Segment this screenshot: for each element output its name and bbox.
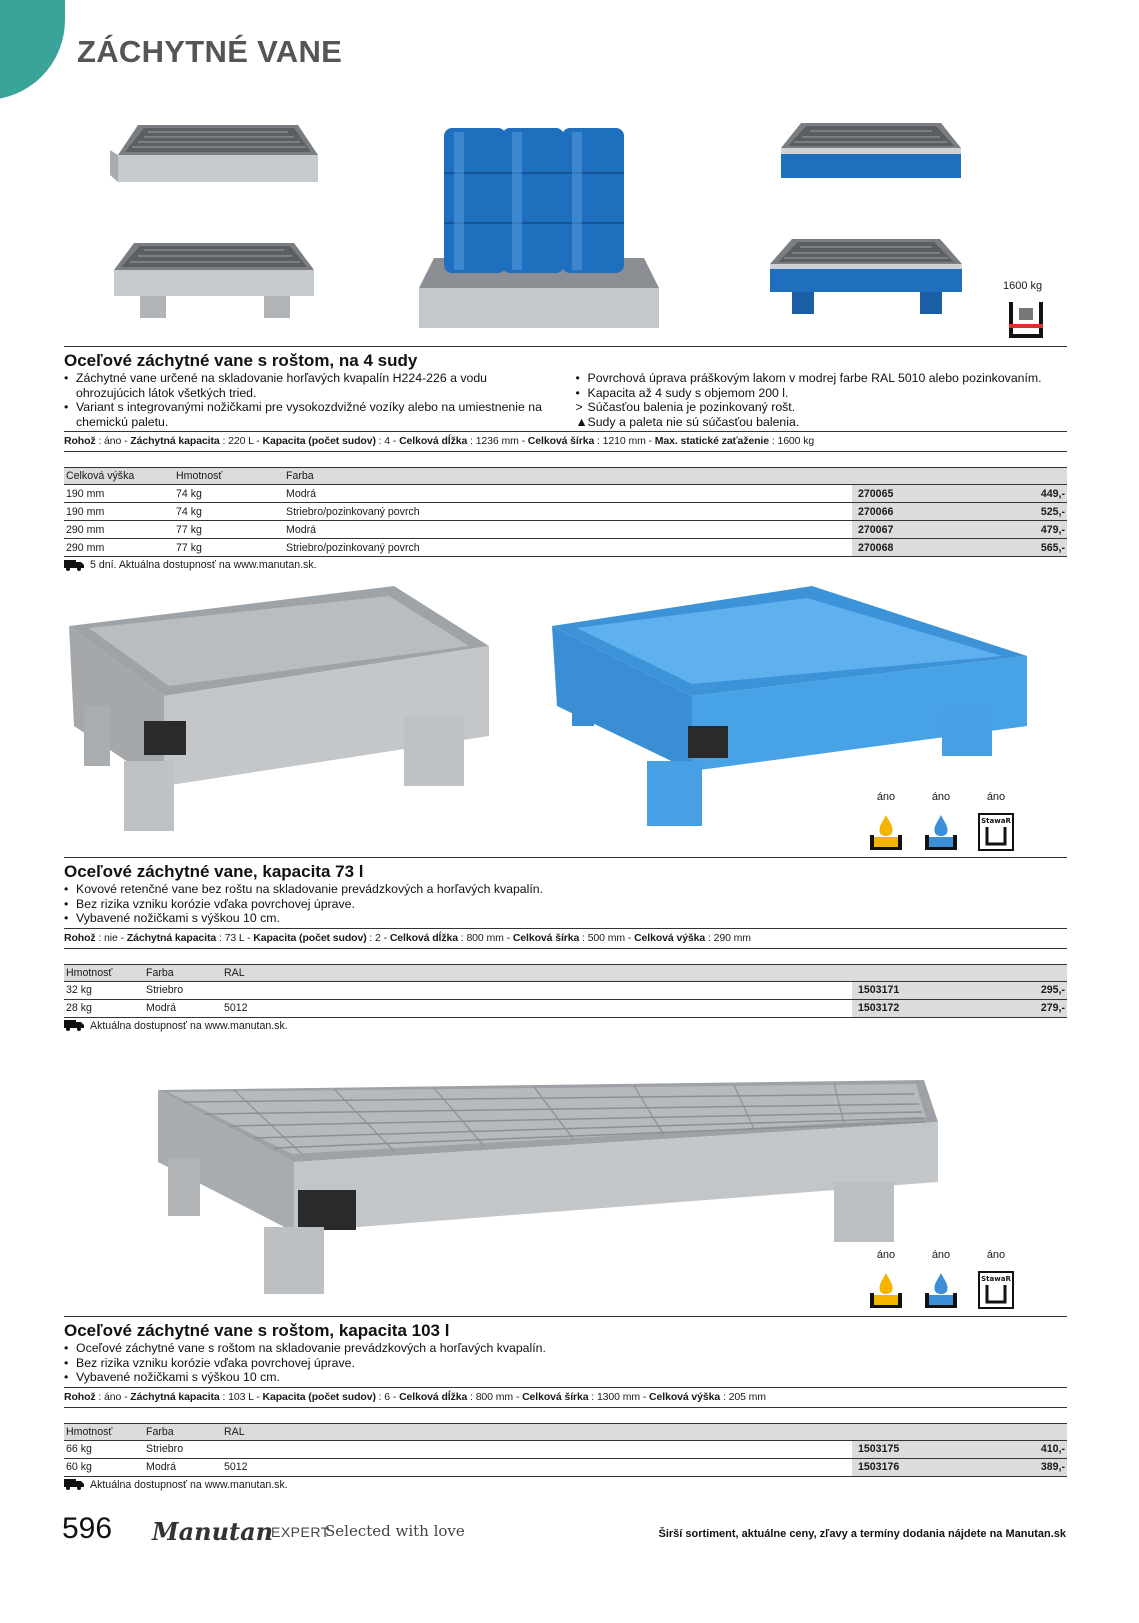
product-table [64,964,1067,1018]
product-price: 449,- [944,485,1067,503]
flammable-liquid-icon [868,1271,904,1309]
product-table [64,467,1067,557]
bullet: • Vybavené nožičkami s výškou 10 cm. [64,1370,280,1385]
tray-photo-103l-grating [154,1062,940,1296]
water-hazard-icon [923,813,959,851]
flammable-liquid-icon [868,813,904,851]
truck-icon [64,1020,84,1031]
tray-photo-blue-legs [764,234,968,324]
column-header: Celková výška [64,468,174,485]
brand-expert: EXPERT [271,1524,330,1540]
stawar-certification-icon [978,813,1014,851]
badge-water: áno [922,791,960,854]
column-header: Hmotnosť [64,964,144,981]
section-title: Oceľové záchytné vane s roštom, kapacita 103 l [64,1321,450,1340]
bullet: • Kapacita až 4 sudy s objemom 200 l. [575,385,789,400]
product-price: 279,- [944,999,1067,1017]
table-row: 32 kg Striebro 1503171 295,- [64,981,1067,999]
column-header: Hmotnosť [64,1423,144,1440]
badge-flammable: áno [867,1249,905,1312]
bullet: • Povrchová úprava práškovým lakom v modrej farbe RAL 5010 alebo pozinkovaním. [575,371,1042,385]
product-ref: 270067 [852,521,944,539]
product-ref: 1503175 [852,1440,944,1458]
table-row: 190 mm 74 kg Modrá 270065 449,- [64,485,1067,503]
section-title: Oceľové záchytné vane, kapacita 73 l [64,862,364,881]
footer-site-link[interactable]: Manutan.sk [1005,1528,1066,1540]
table-row: 190 mm 74 kg Striebro/pozinkovaný povrch 270066 525,- [64,503,1067,521]
product-price: 410,- [944,1440,1067,1458]
column-header: Hmotnosť [174,468,284,485]
spec-line: Rohož : áno - Záchytná kapacita : 220 L - Kapacita (počet sudov) : 4 - Celková dĺžka : 1236 mm - Celková šírka : 1210 mm - Max. statické zaťaženie : 1600 kg [64,431,1067,452]
tray-photo-73l-galvanized [64,586,504,836]
product-ref: 270068 [852,539,944,557]
page-number: 596 [62,1512,113,1545]
table-row: 60 kg Modrá 5012 1503176 389,- [64,1458,1067,1476]
bullet: • Bez rizika vzniku korózie vďaka povrchovej úprave. [64,896,355,911]
product-price: 479,- [944,521,1067,539]
page-title: ZÁCHYTNÉ VANE [77,34,343,69]
column-header: RAL [222,964,852,981]
column-header: RAL [222,1423,852,1440]
bullet: > Súčasťou balenia je pozinkovaný rošt. [575,400,796,415]
badge-water: áno [922,1249,960,1312]
truck-icon [64,560,84,571]
delivery-info: Aktuálna dostupnosť na www.manutan.sk. [64,1479,1067,1491]
section-bullets [64,882,1067,926]
section-103l [64,1316,1067,1491]
tray-photo-blue-low [776,118,966,190]
product-price: 525,- [944,503,1067,521]
brand-tagline: Selected with love [325,1522,465,1540]
bullet: • Variant s integrovanými nožičkami pre vysokozdvižné vozíky alebo na umiestnenie na chemickú paletu. [64,400,542,429]
footer-note: Širší sortiment, aktuálne ceny, zľavy a termíny dodania nájdete na Manutan.sk [658,1528,1066,1540]
spec-line: Rohož : áno - Záchytná kapacita : 103 L - Kapacita (počet sudov) : 6 - Celková dĺžka : 800 mm - Celková šírka : 1300 mm - Celková výška : 205 mm [64,1387,1067,1408]
product-price: 389,- [944,1458,1067,1476]
corner-tab [0,0,65,100]
bullet: • Bez rizika vzniku korózie vďaka povrchovej úprave. [64,1355,355,1370]
section-bullets [64,1341,1067,1385]
brand-logo: Manutan [152,1517,274,1546]
delivery-info: Aktuálna dostupnosť na www.manutan.sk. [64,1020,1067,1032]
tray-photo-with-drums [414,118,670,336]
section-bullets [64,371,1067,429]
section-73l [64,857,1067,1032]
table-row: 290 mm 77 kg Striebro/pozinkovaný povrch 270068 565,- [64,539,1067,557]
stawar-text: StawaR [981,1275,1011,1283]
spec-line: Rohož : nie - Záchytná kapacita : 73 L - Kapacita (počet sudov) : 2 - Celková dĺžka : 800 mm - Celková šírka : 500 mm - Celková výška : 290 mm [64,928,1067,949]
section-title: Oceľové záchytné vane s roštom, na 4 sudy [64,351,418,370]
water-hazard-icon [923,1271,959,1309]
product-price: 295,- [944,981,1067,999]
badge-block [867,791,1015,854]
product-ref: 270065 [852,485,944,503]
product-ref: 270066 [852,503,944,521]
truck-icon [64,1479,84,1490]
stawar-certification-icon [978,1271,1014,1309]
badge-block [867,1249,1015,1312]
badge-stawar: áno StawaR [977,1249,1015,1312]
product-price: 565,- [944,539,1067,557]
delivery-info: 5 dní. Aktuálna dostupnosť na www.manutan.sk. [64,559,1067,571]
bullet: • Kovové retenčné vane bez roštu na skladovanie prevádzkových a horľavých kvapalín. [64,882,544,896]
badge-stawar: áno StawaR [977,791,1015,854]
column-header: Farba [144,964,222,981]
stawar-text: StawaR [981,817,1011,825]
shelf-load-icon [1007,300,1045,340]
table-row: 290 mm 77 kg Modrá 270067 479,- [64,521,1067,539]
product-table [64,1423,1067,1477]
product-ref: 1503172 [852,999,944,1017]
badge-flammable: áno [867,791,905,854]
weight-label: 1600 kg [1003,280,1043,292]
table-row: 66 kg Striebro 1503175 410,- [64,1440,1067,1458]
tray-photo-galvanized-legs [104,238,324,328]
bullet: ▲ Sudy a paleta nie sú súčasťou balenia. [575,414,800,429]
product-ref: 1503171 [852,981,944,999]
column-header: Farba [284,468,852,485]
bullet: • Záchytné vane určené na skladovanie horľavých kvapalín H224-226 a vodu ohrozujúcich látok všetkých tried. [64,371,488,400]
table-row: 28 kg Modrá 5012 1503172 279,- [64,999,1067,1017]
bullet: • Oceľové záchytné vane s roštom na skladovanie prevádzkových a horľavých kvapalín. [64,1341,546,1355]
product-ref: 1503176 [852,1458,944,1476]
tray-photo-galvanized-low [108,120,328,200]
section-4-drums [64,346,1067,571]
column-header: Farba [144,1423,222,1440]
bullet: • Vybavené nožičkami s výškou 10 cm. [64,911,280,926]
